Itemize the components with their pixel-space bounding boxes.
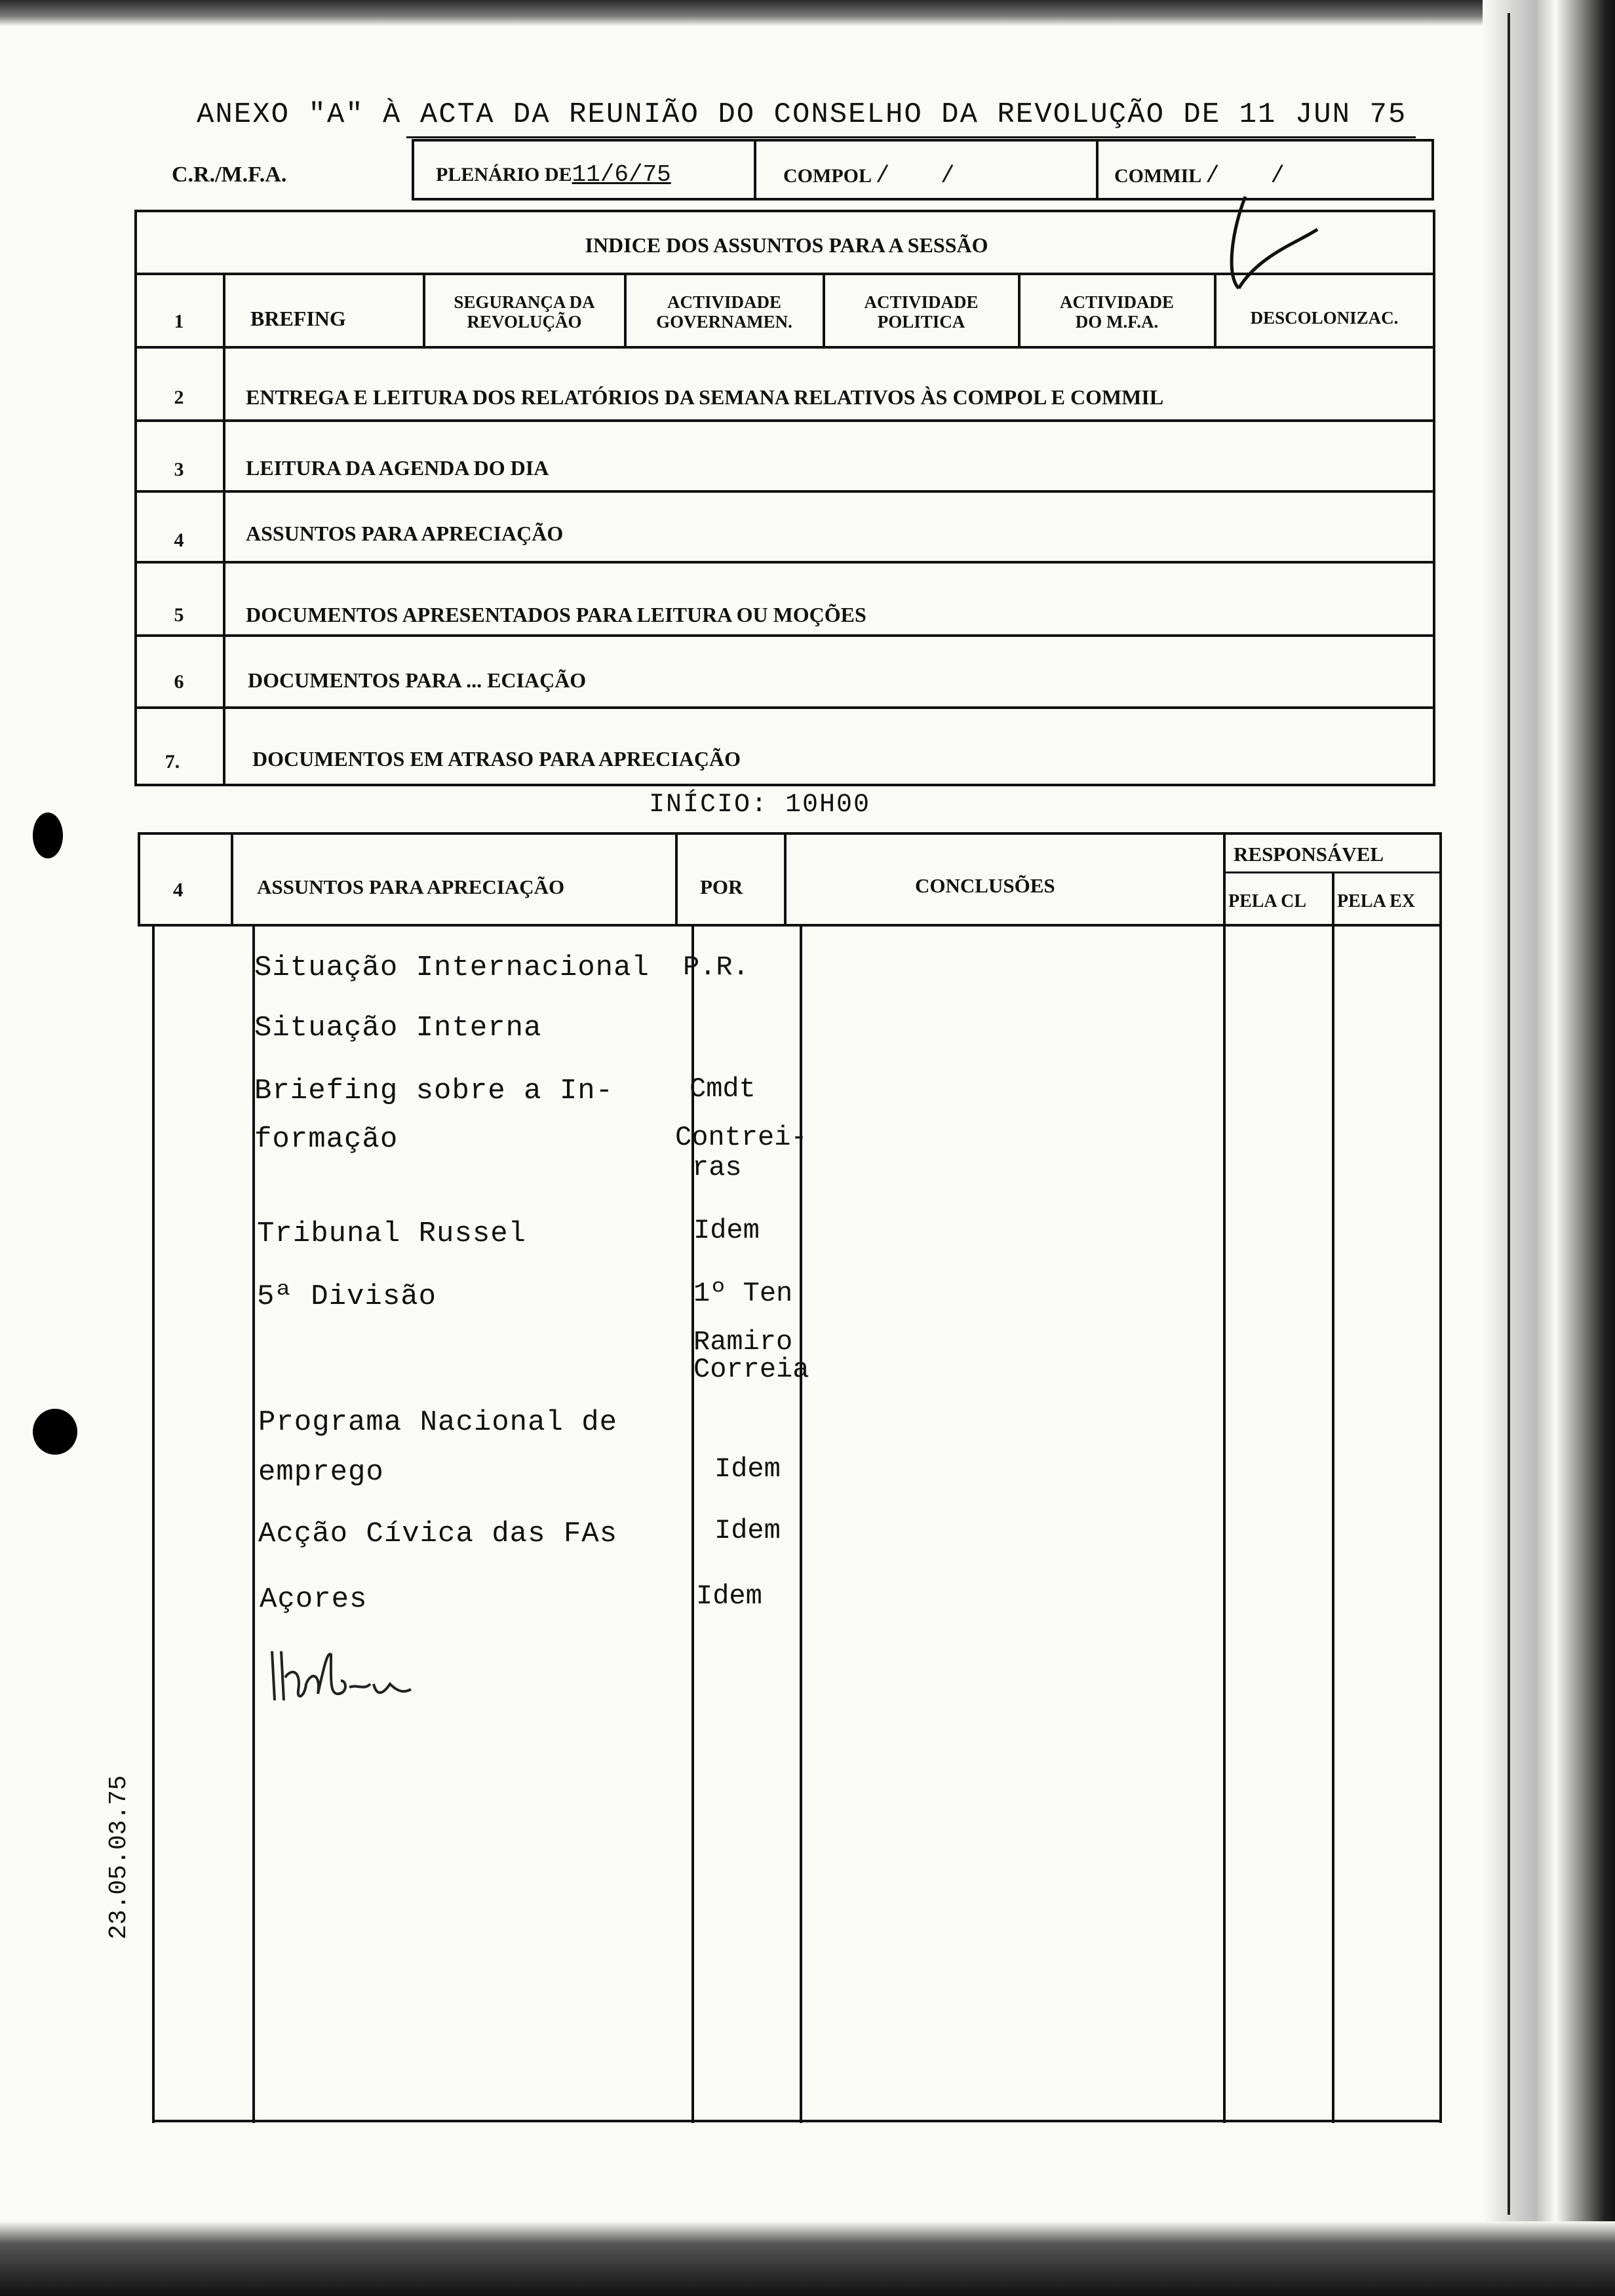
column-header-subject: ASSUNTOS PARA APRECIAÇÃO [257, 875, 565, 898]
index-row-text: DOCUMENTOS APRESENTADOS PARA LEITURA OU MOÇÕES [246, 603, 866, 626]
agenda-by: P.R. [683, 951, 749, 983]
index-row-number: 4 [174, 529, 184, 551]
briefing-subitem: ACTIVIDADE DO M.F.A. [1059, 292, 1175, 332]
page-edge [1508, 13, 1510, 2215]
agenda-subject: Programa Nacional de [258, 1406, 618, 1439]
index-row-number: 5 [174, 604, 184, 626]
index-row-text: DOCUMENTOS EM ATRASO PARA APRECIAÇÃO [252, 747, 741, 771]
compol-label: COMPOL [783, 165, 871, 187]
index-row-number: 1 [174, 311, 184, 332]
scan-border-bottom [0, 2221, 1615, 2296]
header-box-top [412, 139, 1434, 142]
index-row-text: ENTREGA E LEITURA DOS RELATÓRIOS DA SEMANA RELATIVOS ÀS COMPOL E COMMIL [246, 385, 1164, 409]
agenda-subject: Situação Interna [254, 1012, 542, 1044]
plenario-label: PLENÁRIO DE [436, 164, 572, 185]
punch-hole-bottom [33, 1409, 77, 1455]
agenda-by: Idem [693, 1215, 760, 1246]
compol-date: / / [875, 163, 973, 189]
column-header-resp-cl: PELA CL [1228, 891, 1307, 911]
start-time: INÍCIO: 10H00 [649, 790, 871, 820]
index-row-text: LEITURA DA AGENDA DO DIA [246, 456, 549, 480]
agenda-number: 4 [173, 878, 184, 901]
agenda-subject: formação [254, 1123, 399, 1156]
plenario-field [436, 161, 671, 188]
index-row-text: DOCUMENTOS PARA ... ECIAÇÃO [248, 668, 587, 692]
column-header-responsible: RESPONSÁVEL [1234, 843, 1384, 866]
scan-border-right [1483, 0, 1615, 2296]
agenda-by: Idem [714, 1515, 781, 1546]
briefing-subitem: ACTIVIDADE POLITICA [864, 292, 979, 332]
title-underline [406, 136, 1416, 138]
column-header-conclusions: CONCLUSÕES [915, 874, 1055, 897]
archive-stamp: 23.05.03.75 [105, 1775, 133, 1940]
scan-border-top [0, 0, 1615, 26]
punch-hole-top [33, 813, 63, 858]
agenda-subject: Açores [260, 1583, 368, 1616]
agenda-by: Idem [714, 1453, 781, 1485]
briefing-subitem: SEGURANÇA DA REVOLUÇÃO [454, 292, 595, 332]
index-row-number: 6 [174, 671, 184, 693]
briefing-subitem: ACTIVIDADE GOVERNAMEN. [656, 292, 792, 332]
briefing-subitem: DESCOLONIZAC. [1250, 308, 1399, 328]
handwritten-agenda-item [265, 1638, 423, 1710]
agenda-by: ras [692, 1152, 742, 1183]
agenda-subject: Briefing sobre a In- [254, 1075, 614, 1107]
index-row-text: BREFING [250, 307, 346, 330]
plenario-date: 11/6/75 [572, 161, 671, 188]
agenda-by: Correia [693, 1354, 809, 1385]
agenda-by: Contrei- [675, 1122, 808, 1153]
agenda-subject: Acção Cívica das FAs [258, 1518, 618, 1550]
agenda-subject: 5ª Divisão [257, 1280, 437, 1313]
agenda-by: 1º Ten [693, 1278, 793, 1309]
agenda-subject: emprego [258, 1456, 384, 1489]
agenda-subject: Tribunal Russel [257, 1217, 527, 1250]
index-row-text: ASSUNTOS PARA APRECIAÇÃO [246, 522, 564, 545]
index-row-number: 3 [174, 459, 184, 480]
column-header-resp-ex: PELA EX [1337, 891, 1416, 911]
commil-date: / / [1205, 163, 1303, 189]
annex-title: ANEXO "A" À ACTA DA REUNIÃO DO CONSELHO DA REVOLUÇÃO DE 11 JUN 75 [197, 98, 1407, 131]
agenda-subject: Situação Internacional [254, 951, 650, 984]
org-label: C.R./M.F.A. [172, 163, 287, 187]
agenda-by: Ramiro [693, 1326, 793, 1358]
index-row-number: 7. [165, 751, 180, 773]
index-row-number: 2 [174, 387, 184, 408]
column-header-by: POR [700, 875, 743, 898]
commil-label: COMMIL [1114, 165, 1201, 187]
compol-field [783, 163, 973, 189]
index-title: INDICE DOS ASSUNTOS PARA A SESSÃO [585, 233, 988, 257]
agenda-by: Idem [696, 1580, 762, 1612]
agenda-by: Cmdt [690, 1073, 756, 1105]
